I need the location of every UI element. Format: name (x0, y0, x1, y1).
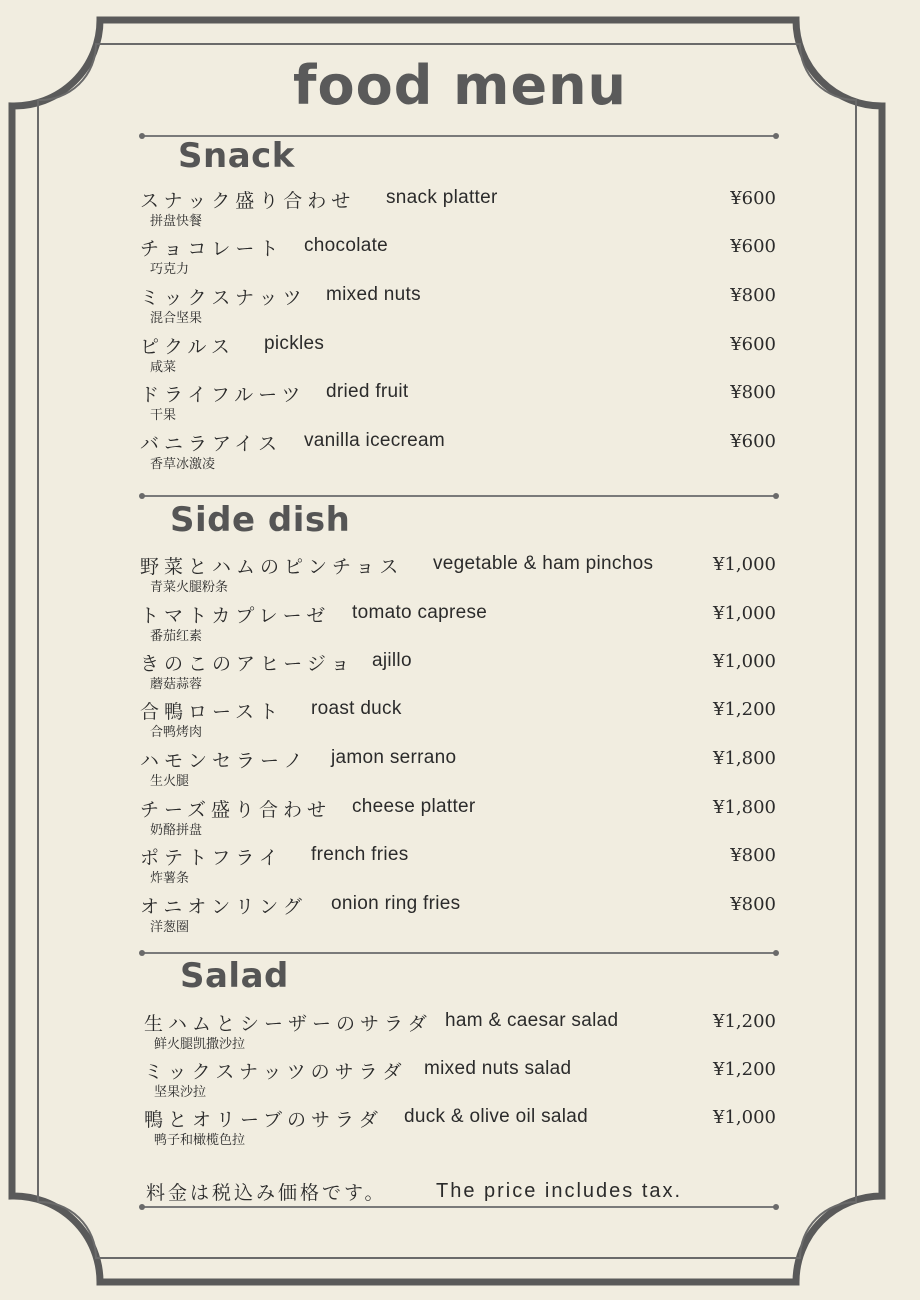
item-name-en: vegetable & ham pinchos (433, 553, 654, 574)
item-price: ¥1,200 (713, 1059, 776, 1080)
menu-item (140, 1105, 776, 1151)
item-name-cn: 混合坚果 (150, 311, 203, 326)
item-name-cn: 坚果沙拉 (154, 1085, 207, 1100)
item-name-cn: 番茄红素 (150, 629, 203, 644)
item-name-jp: スナック盛り合わせ (140, 190, 356, 212)
menu-item (140, 843, 776, 889)
menu-item (140, 649, 776, 695)
section-title-snack: Snack (178, 136, 295, 176)
item-price: ¥1,200 (713, 1011, 776, 1032)
item-name-jp: チョコレート (140, 238, 284, 260)
menu-item (140, 234, 776, 280)
item-name-en: cheese platter (352, 796, 476, 817)
divider (142, 495, 776, 497)
item-name-cn: 青菜火腿粉条 (150, 580, 229, 595)
item-name-en: pickles (264, 333, 325, 354)
divider (142, 1206, 776, 1208)
item-price: ¥1,000 (713, 554, 776, 575)
menu-item (140, 283, 776, 329)
menu-title: food menu (293, 54, 627, 117)
menu-item (140, 892, 776, 938)
section-title-side-dish: Side dish (170, 500, 351, 540)
menu-item (140, 380, 776, 426)
item-name-jp: 鴨とオリーブのサラダ (144, 1109, 383, 1131)
item-name-jp: 生ハムとシーザーのサラダ (144, 1013, 432, 1035)
item-name-en: ham & caesar salad (445, 1010, 619, 1031)
item-name-cn: 巧克力 (150, 262, 190, 277)
item-name-jp: チーズ盛り合わせ (140, 799, 332, 821)
item-name-cn: 咸菜 (150, 360, 177, 375)
tax-note-jp: 料金は税込み価格です。 (146, 1182, 387, 1204)
item-price: ¥600 (730, 334, 776, 355)
item-name-en: onion ring fries (331, 893, 461, 914)
item-name-en: duck & olive oil salad (404, 1106, 589, 1127)
item-name-jp: 合鴨ロースト (140, 701, 284, 723)
item-name-cn: 洋葱圈 (150, 920, 190, 935)
item-price: ¥600 (730, 431, 776, 452)
item-name-en: snack platter (386, 187, 498, 208)
item-name-en: mixed nuts salad (424, 1058, 572, 1079)
item-price: ¥800 (730, 285, 776, 306)
item-name-cn: 鸭子和橄榄色拉 (154, 1133, 246, 1148)
item-name-en: dried fruit (326, 381, 409, 402)
menu-item (140, 601, 776, 647)
item-name-en: tomato caprese (352, 602, 488, 623)
item-name-en: ajillo (372, 650, 412, 671)
item-name-cn: 鲜火腿凯撒沙拉 (154, 1037, 246, 1052)
item-name-jp: ピクルス (140, 336, 235, 358)
item-price: ¥600 (730, 236, 776, 257)
item-name-jp: トマトカプレーゼ (140, 605, 331, 627)
item-name-en: jamon serrano (331, 747, 457, 768)
item-price: ¥1,800 (713, 797, 776, 818)
item-name-en: french fries (311, 844, 409, 865)
item-name-cn: 合鸭烤肉 (150, 725, 203, 740)
item-name-cn: 拼盘快餐 (150, 214, 203, 229)
item-price: ¥1,000 (713, 603, 776, 624)
item-price: ¥1,800 (713, 748, 776, 769)
item-name-en: chocolate (304, 235, 389, 256)
item-name-cn: 蘑菇蒜蓉 (150, 677, 203, 692)
item-name-jp: 野菜とハムのピンチョス (140, 556, 404, 578)
item-name-en: vanilla icecream (304, 430, 446, 451)
item-name-en: mixed nuts (326, 284, 421, 305)
item-price: ¥1,200 (713, 699, 776, 720)
menu-item (140, 1057, 776, 1103)
item-name-jp: ドライフルーツ (140, 384, 306, 406)
item-name-cn: 炸薯条 (150, 871, 190, 886)
tax-note-en: The price includes tax. (436, 1180, 683, 1202)
menu-item (140, 697, 776, 743)
menu-item (140, 332, 776, 378)
item-name-cn: 奶酪拼盘 (150, 823, 203, 838)
item-price: ¥800 (730, 894, 776, 915)
section-title-salad: Salad (180, 956, 289, 996)
item-name-cn: 干果 (150, 408, 177, 423)
menu-item (140, 746, 776, 792)
item-name-jp: オニオンリング (140, 896, 307, 918)
item-price: ¥800 (730, 382, 776, 403)
item-name-jp: ミックスナッツ (140, 287, 307, 309)
menu-item (140, 429, 776, 475)
item-name-jp: バニラアイス (140, 433, 283, 455)
item-name-en: roast duck (311, 698, 402, 719)
item-price: ¥1,000 (713, 651, 776, 672)
item-price: ¥1,000 (713, 1107, 776, 1128)
menu-item (140, 795, 776, 841)
item-name-jp: ミックスナッツのサラダ (144, 1061, 407, 1083)
menu-item (140, 552, 776, 598)
item-name-cn: 香草冰激凌 (150, 457, 216, 472)
item-name-jp: ポテトフライ (140, 847, 283, 869)
menu-item (140, 1009, 776, 1055)
item-name-cn: 生火腿 (150, 774, 190, 789)
item-name-jp: きのこのアヒージョ (140, 653, 355, 675)
item-name-jp: ハモンセラーノ (140, 750, 308, 772)
menu-item (140, 186, 776, 232)
divider (142, 952, 776, 954)
item-price: ¥800 (730, 845, 776, 866)
item-price: ¥600 (730, 188, 776, 209)
